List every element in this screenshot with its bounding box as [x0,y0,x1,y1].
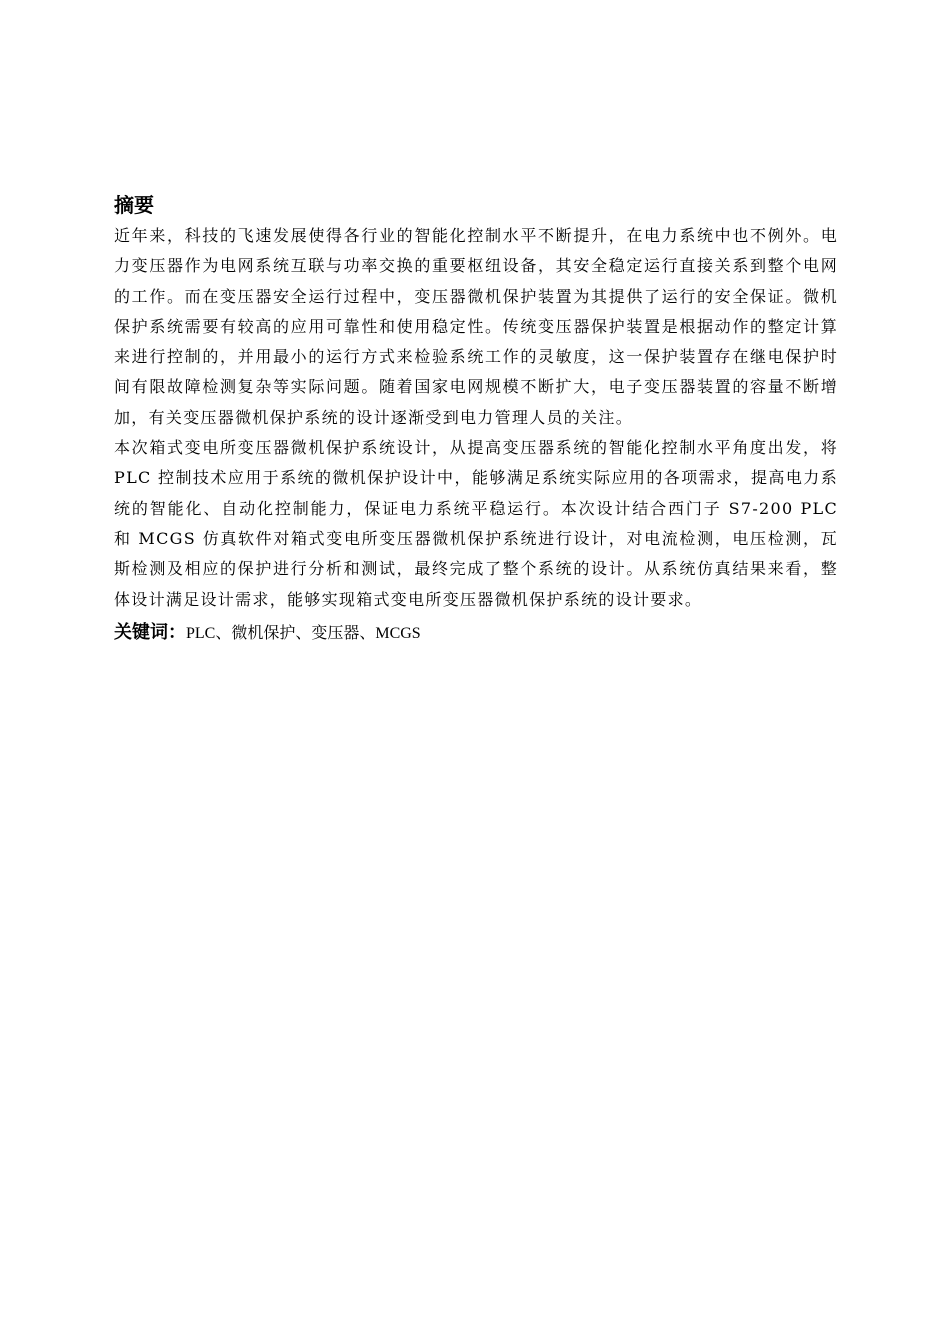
abstract-paragraph-1: 近年来，科技的飞速发展使得各行业的智能化控制水平不断提升，在电力系统中也不例外。电力变压器作为电网系统互联与功率交换的重要枢纽设备，其安全稳定运行直接关系到整个电网的工作。而在变压器安全运行过程中，变压器微机保护装置为其提供了运行的安全保证。微机保护系统需要有较高的应用可靠性和使用稳定性。传统变压器保护装置是根据动作的整定计算来进行控制的，并用最小的运行方式来检验系统工作的灵敏度，这一保护装置存在继电保护时间有限故障检测复杂等实际问题。随着国家电网规模不断扩大，电子变压器装置的容量不断增加，有关变压器微机保护系统的设计逐渐受到电力管理人员的关注。 [114,226,838,427]
keywords-text: PLC、微机保护、变压器、MCGS [186,624,421,642]
abstract-section [114,190,838,648]
keywords-label: 关键词： [114,621,186,643]
abstract-paragraph-2: 本次箱式变电所变压器微机保护系统设计，从提高变压器系统的智能化控制水平角度出发，将 PLC 控制技术应用于系统的微机保护设计中，能够满足系统实际应用的各项需求，提高电力系统的智能化、自动化控制能力，保证电力系统平稳运行。本次设计结合西门子 S7-200 PLC 和 MCGS 仿真软件对箱式变电所变压器微机保护系统进行设计，对电流检测，电压检测，瓦斯检测及相应的保护进行分析和测试，最终完成了整个系统的设计。从系统仿真结果来看，整体设计满足设计需求，能够实现箱式变电所变压器微机保护系统的设计要求。 [114,438,838,609]
abstract-heading: 摘要 [114,193,154,217]
keywords-line [114,618,838,648]
